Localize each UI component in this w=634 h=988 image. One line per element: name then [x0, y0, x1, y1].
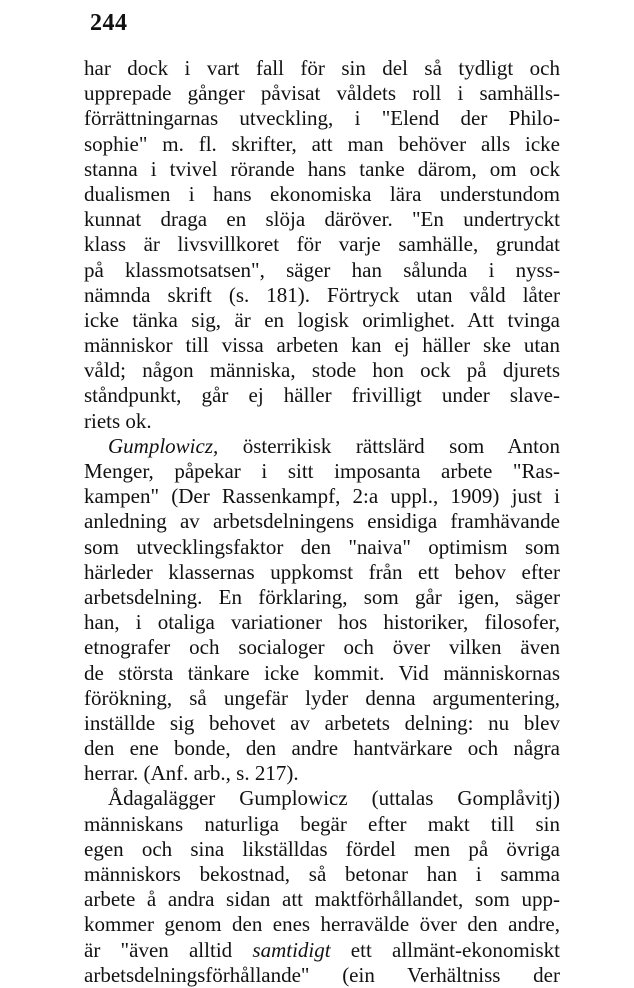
line-text: icke tänka sig, är en logisk orimlighet. Att tvinga [84, 307, 560, 332]
text-line [84, 661, 560, 686]
line-text: sophie" m. fl. skrifter, att man behöver alls icke [84, 131, 560, 156]
text-line [84, 837, 560, 862]
text-line [84, 459, 560, 484]
text-line [84, 409, 560, 434]
text-line [84, 938, 560, 963]
line-text: människors bekostnad, så betonar han i samma [84, 862, 560, 886]
line-text: upprepade gånger påvisat våldets roll i samhälls- [84, 81, 560, 106]
line-text: klass är livsvillkoret för varje samhälle, grundat [84, 232, 560, 257]
text-line [84, 434, 560, 459]
line-text: människor till vissa arbeten kan ej häller ske utan [84, 333, 560, 358]
line-text: herrar. (Anf. arb., s. 217). [84, 761, 299, 786]
line-text: den ene bonde, den andre hantvärkare och några [84, 736, 560, 761]
line-text: kommer genom den enes herravälde över den andre, [84, 912, 560, 937]
line-text: egen och sina likställdas fördel men på övriga [84, 836, 560, 861]
line-text: arbetsdelningsförhållande" (ein Verhältniss der [84, 962, 560, 987]
line-text: förrättningarnas utveckling, i "Elend der Philo- [84, 106, 560, 131]
text-line [84, 711, 560, 736]
text-line [84, 358, 560, 383]
text-line [84, 635, 560, 660]
line-text: har dock i vart fall för sin del så tydligt och [84, 56, 560, 80]
line-text: stanna i tvivel rörande hans tanke därom, om ock [84, 156, 560, 181]
line-text: dualismen i hans ekonomiska lära understundom [84, 181, 560, 206]
text-line [84, 132, 560, 157]
line-text: Ådagalägger Gumplowicz (uttalas Gomplåvitj) [108, 786, 560, 811]
line-text: på klassmotsatsen", säger han sålunda i nyss- [84, 257, 560, 282]
line-text: de största tänkare icke kommit. Vid människornas [84, 660, 560, 685]
line-text: arbete å andra sidan att maktförhållandet, som upp- [84, 887, 560, 912]
italic-name: Gumplowicz, [108, 433, 219, 458]
text-line [84, 81, 560, 106]
text-line [84, 786, 560, 811]
text-line [84, 862, 560, 887]
text-line [84, 56, 560, 81]
line-text: österrikisk rättslärd som Anton [218, 433, 560, 458]
line-text: riets ok. [84, 408, 152, 433]
line-text: som utvecklingsfaktor den "naiva" optimism som [84, 534, 560, 559]
text-line [84, 207, 560, 232]
text-line [84, 912, 560, 937]
line-text: härleder klassernas uppkomst från ett behov efter [84, 559, 560, 584]
line-text: våld; någon människa, stode hon ock på djurets [84, 358, 560, 383]
text-line [84, 585, 560, 610]
line-text: nämnda skrift (s. 181). Förtryck utan våld låter [84, 282, 560, 307]
line-text-cont: ett allmänt-ekonomiskt [330, 937, 560, 962]
text-line [84, 484, 560, 509]
italic-word: samtidigt [252, 937, 331, 962]
text-line [84, 283, 560, 308]
text-line [84, 736, 560, 761]
line-text: etnografer och socialoger och över vilken även [84, 635, 560, 660]
text-line [84, 812, 560, 837]
line-text: han, i otaliga variationer hos historiker, filosofer, [84, 610, 560, 635]
text-line [84, 157, 560, 182]
line-text: ståndpunkt, går ej häller frivilligt under slave- [84, 383, 560, 408]
body-text [84, 56, 560, 988]
line-text: inställde sig behovet av arbetets delning: nu blev [84, 710, 560, 735]
line-text: förökning, så ungefär lyder denna argumentering, [84, 685, 560, 710]
text-line [84, 383, 560, 408]
text-line [84, 686, 560, 711]
line-text: människans naturliga begär efter makt till sin [84, 811, 560, 836]
line-text: kunnat draga en slöja däröver. "En undertryckt [84, 207, 560, 232]
line-text: är "även alltid [84, 937, 253, 962]
text-line [84, 610, 560, 635]
text-line [84, 308, 560, 333]
text-line [84, 232, 560, 257]
line-text: kampen" (Der Rassenkampf, 2:a uppl., 1909) just i [84, 484, 560, 509]
line-text: Menger, påpekar i sitt imposanta arbete "Ras- [84, 459, 560, 483]
text-line [84, 333, 560, 358]
line-text: anledning av arbetsdelningens ensidiga framhävande [84, 509, 560, 534]
text-line [84, 887, 560, 912]
text-line [84, 535, 560, 560]
text-line [84, 182, 560, 207]
page-number: 244 [90, 10, 128, 36]
text-line [84, 509, 560, 534]
text-line [84, 761, 560, 786]
text-line [84, 963, 560, 988]
text-line [84, 258, 560, 283]
line-text: arbetsdelning. En förklaring, som går igen, säger [84, 584, 560, 609]
text-line [84, 560, 560, 585]
text-line [84, 106, 560, 131]
